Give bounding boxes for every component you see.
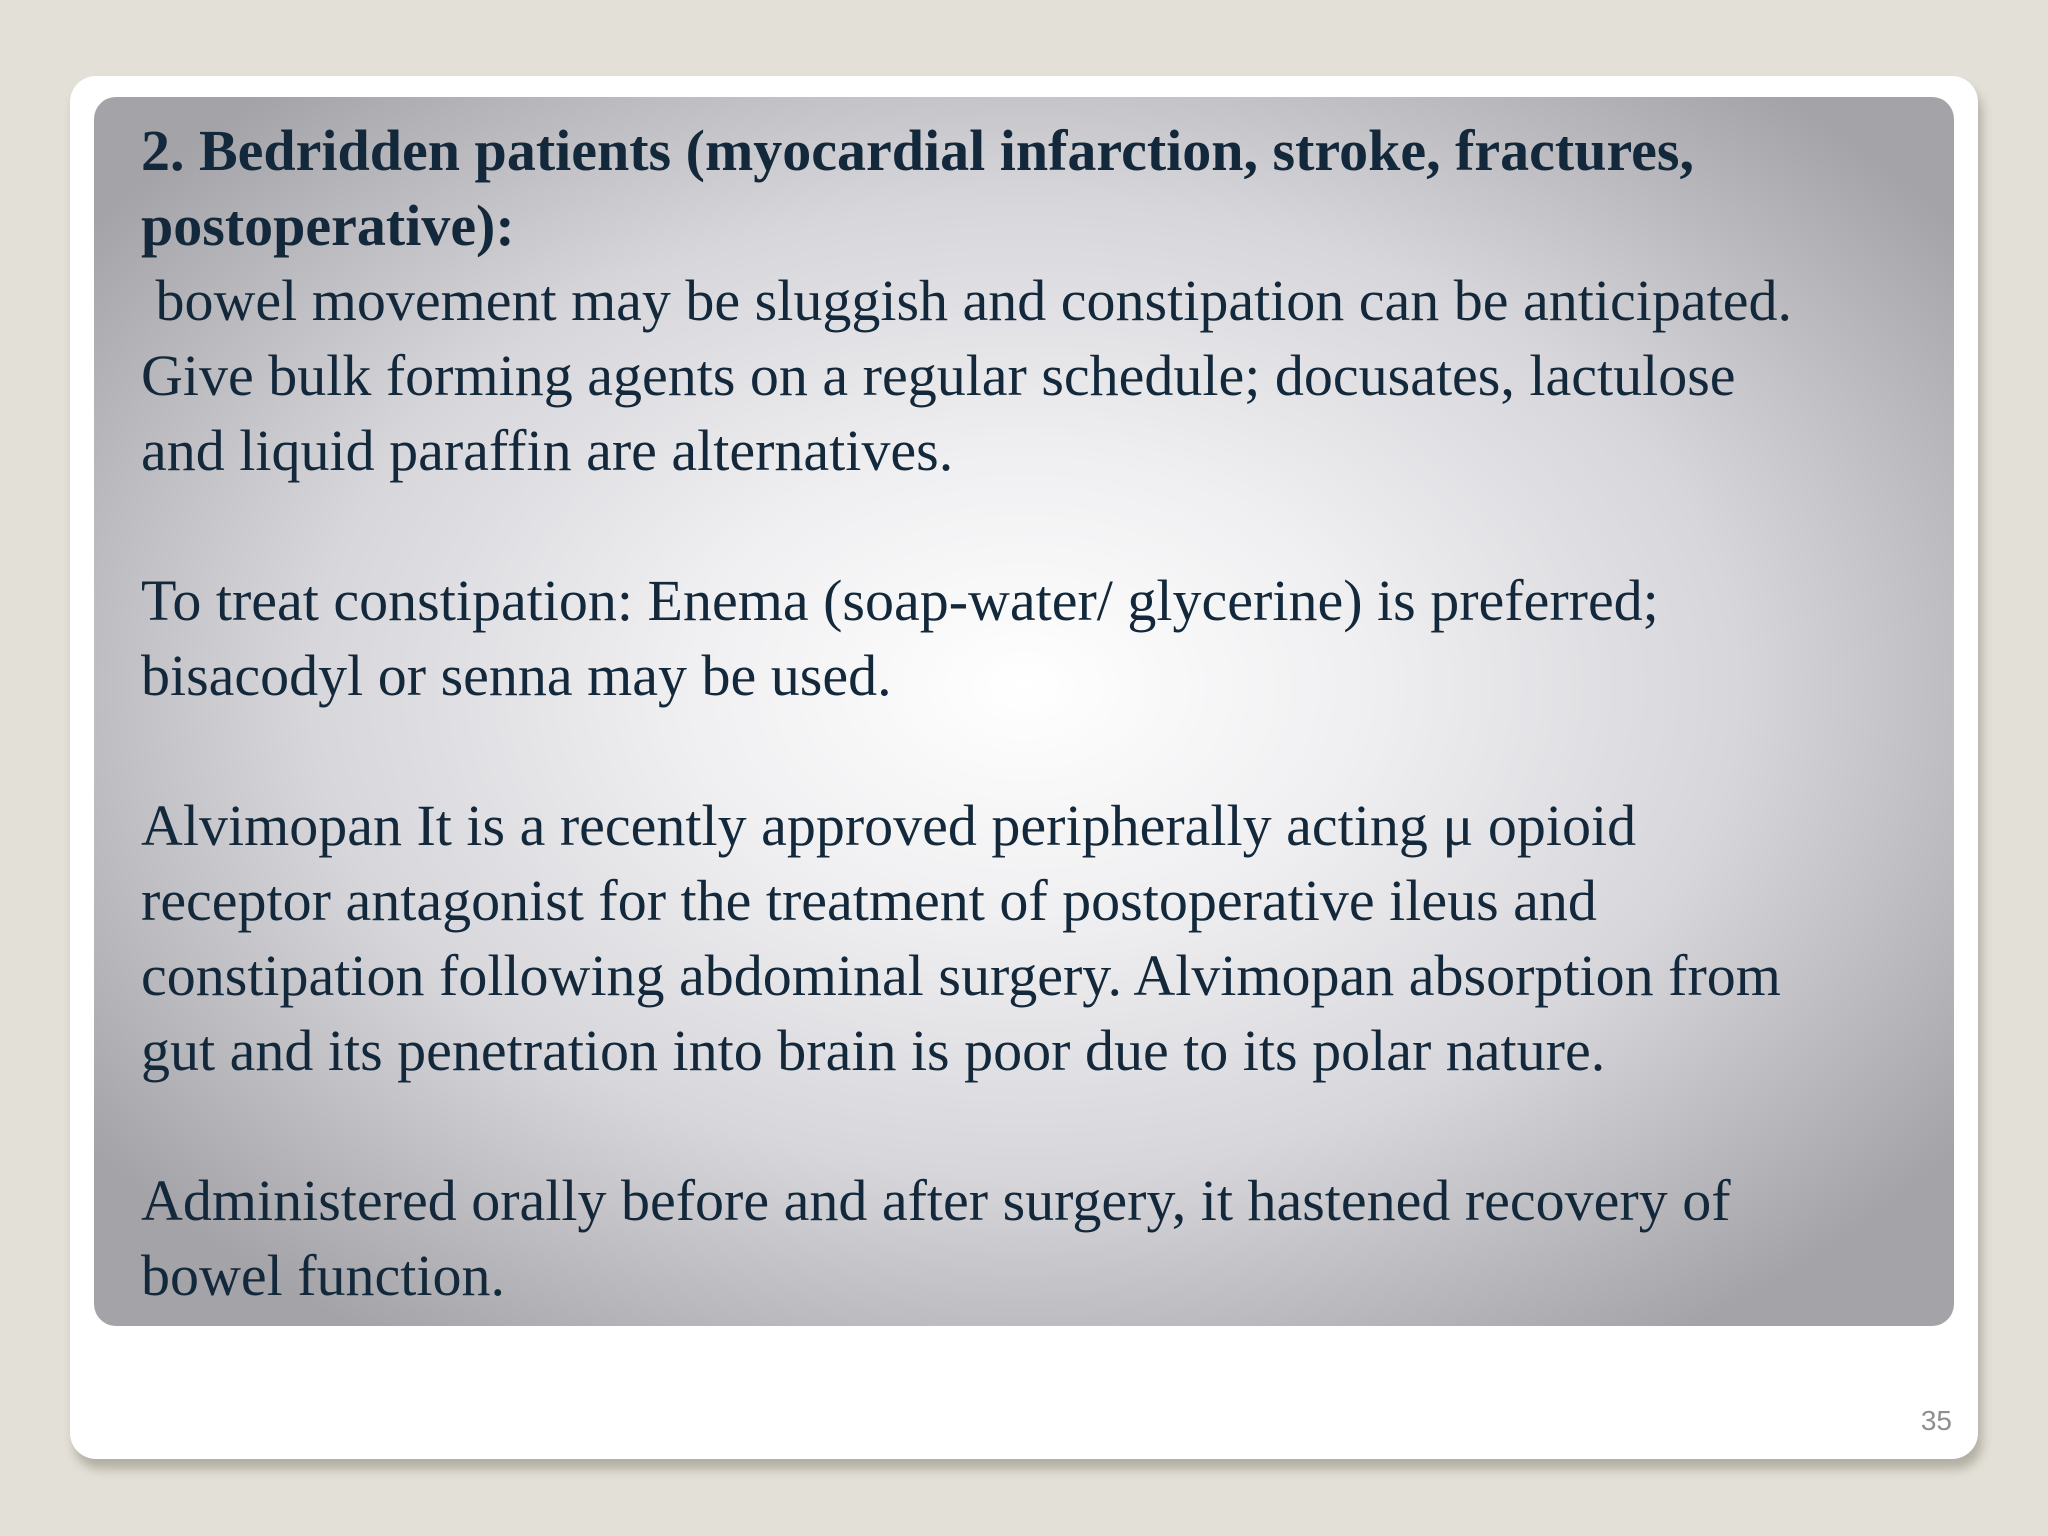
treatment-text-line-1: To treat constipation: Enema (soap-water/ glycerine) is preferred; bbox=[141, 568, 1659, 633]
alvimopan-text-line-3: constipation following abdominal surgery. Alvimopan absorption from bbox=[141, 943, 1781, 1008]
paragraph-gap bbox=[141, 1088, 1941, 1163]
paragraph-gap bbox=[141, 713, 1941, 788]
slide-body bbox=[141, 113, 1941, 1313]
alvimopan-text-line-1: Alvimopan It is a recently approved peripherally acting μ opioid bbox=[141, 793, 1637, 858]
slide-heading-line-1: 2. Bedridden patients (myocardial infarction, stroke, fractures, bbox=[141, 118, 1695, 183]
alvimopan-text-line-2: receptor antagonist for the treatment of postoperative ileus and bbox=[141, 868, 1597, 933]
administration-text-line-2: bowel function. bbox=[141, 1243, 506, 1308]
bedridden-text-line-1: bowel movement may be sluggish and constipation can be anticipated. bbox=[141, 268, 1792, 333]
bedridden-text-line-2: Give bulk forming agents on a regular schedule; docusates, lactulose bbox=[141, 343, 1736, 408]
alvimopan-text-line-4: gut and its penetration into brain is poor due to its polar nature. bbox=[141, 1018, 1606, 1083]
bedridden-text-line-3: and liquid paraffin are alternatives. bbox=[141, 418, 954, 483]
slide-number: 35 bbox=[1920, 1405, 1952, 1436]
slide-heading-line-2: postoperative): bbox=[141, 193, 515, 258]
treatment-text-line-2: bisacodyl or senna may be used. bbox=[141, 643, 892, 708]
paragraph-gap bbox=[141, 488, 1941, 563]
administration-text-line-1: Administered orally before and after surgery, it hastened recovery of bbox=[141, 1168, 1731, 1233]
